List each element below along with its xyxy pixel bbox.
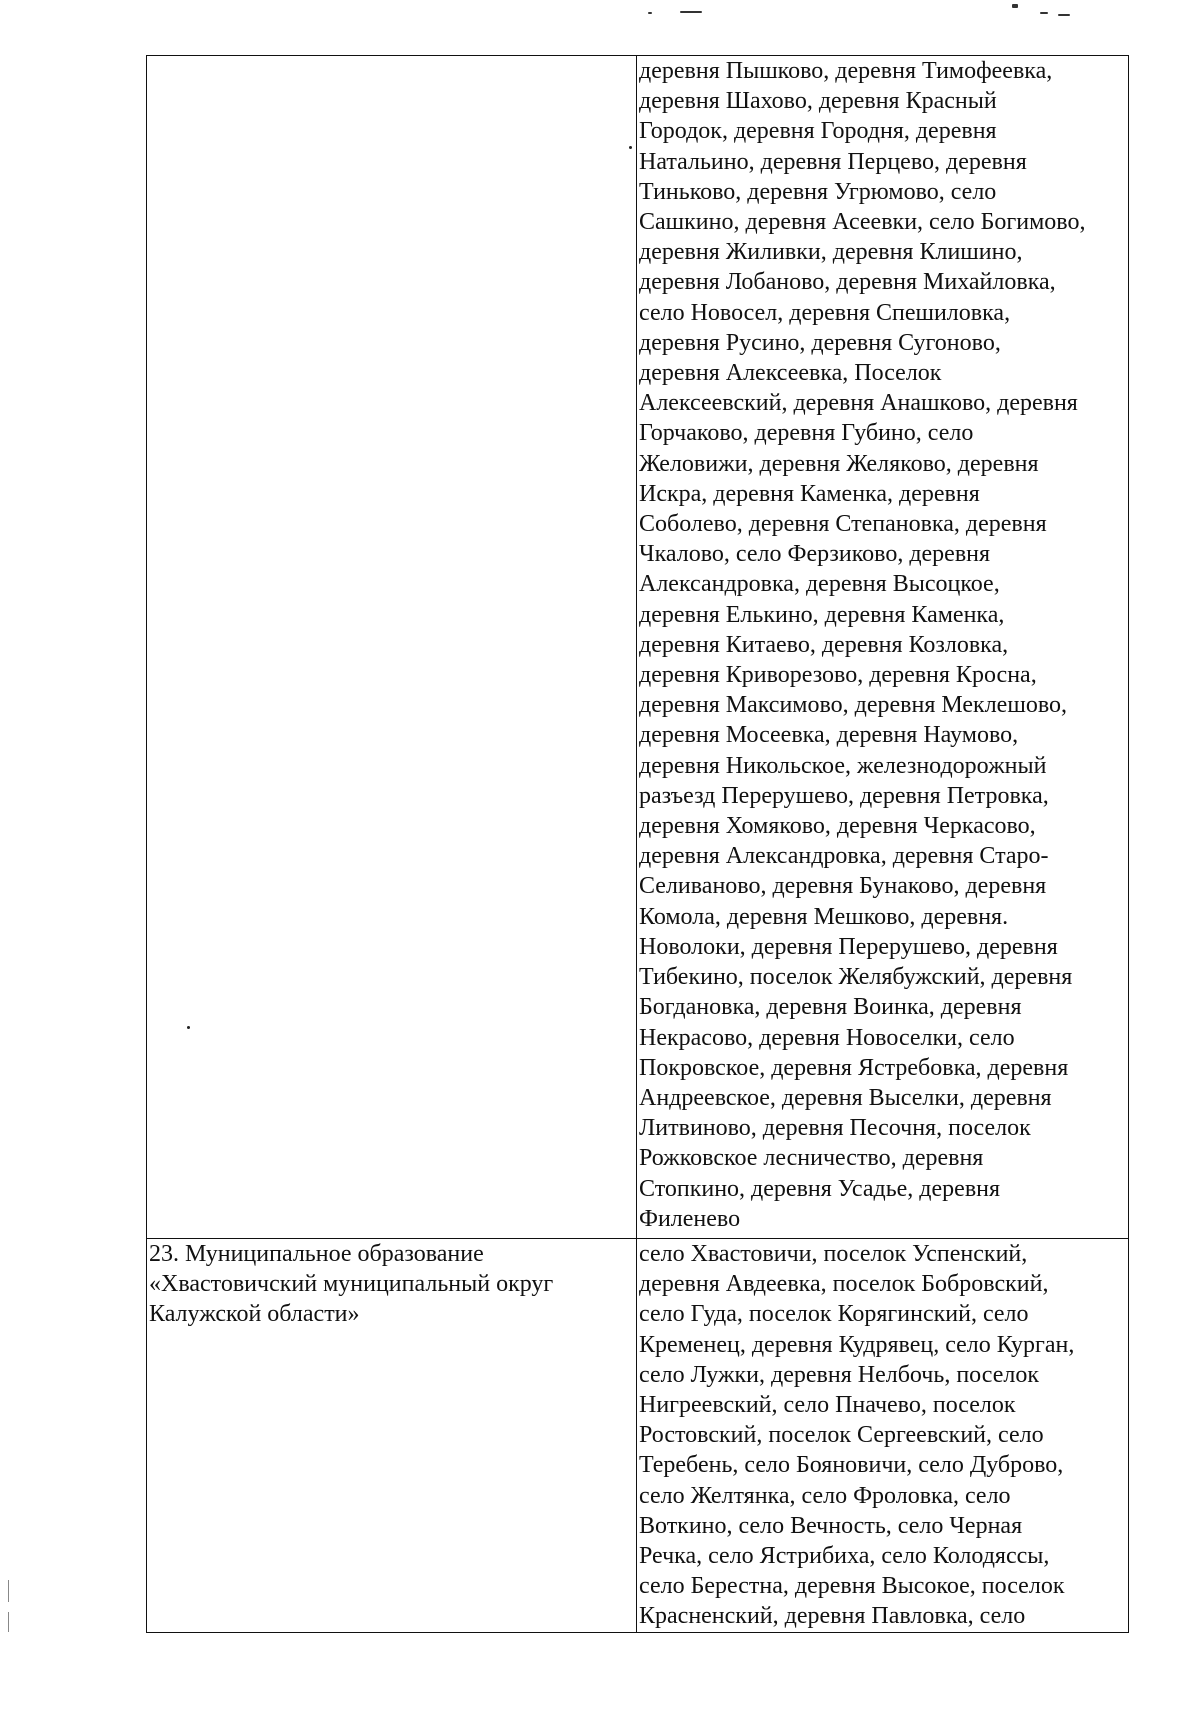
scan-artifact-top-5 xyxy=(1058,14,1070,16)
settlement-list-line: деревня Криворезово, деревня Кросна, xyxy=(639,662,1037,689)
settlement-list-line: Селиваново, деревня Бунаково, деревня xyxy=(639,873,1047,900)
settlements-cell xyxy=(637,56,1129,1239)
settlement-list-line: село Берестна, деревня Высокое, поселок xyxy=(639,1573,1065,1600)
settlement-list-line: Нигреевский, село Пначево, поселок xyxy=(639,1392,1016,1419)
scan-artifact-top-2 xyxy=(680,11,702,13)
margin-tick-1 xyxy=(8,1580,9,1602)
municipality-cell xyxy=(147,1239,637,1633)
settlement-list-line: Соболево, деревня Степановка, деревня xyxy=(639,511,1047,538)
settlement-list-line: деревня Жиливки, деревня Клишино, xyxy=(639,239,1023,266)
settlement-list-line: деревня Мосеевка, деревня Наумово, xyxy=(639,722,1019,749)
settlement-list-line: Некрасово, деревня Новоселки, село xyxy=(639,1024,1015,1051)
settlement-list-line: Новолоки, деревня Перерушево, деревня xyxy=(639,933,1058,960)
settlement-list-line: Тиньково, деревня Угрюмово, село xyxy=(639,178,997,205)
settlement-list-line: Богдановка, деревня Воинка, деревня xyxy=(639,994,1022,1021)
settlement-list-line: село Лужки, деревня Нелбочь, поселок xyxy=(639,1361,1039,1388)
municipality-name-line: 23. Муниципальное образование xyxy=(149,1241,484,1267)
settlement-list-line: Искра, деревня Каменка, деревня xyxy=(639,480,980,507)
settlement-list-line: деревня Пышково, деревня Тимофеевка, xyxy=(639,58,1053,84)
settlement-list-line: деревня Лобаново, деревня Михайловка, xyxy=(639,269,1056,296)
settlement-list-line: Городок, деревня Городня, деревня xyxy=(639,118,997,145)
scan-artifact-top-1 xyxy=(648,12,652,14)
settlement-list-line: Тибекино, поселок Желябужский, деревня xyxy=(639,964,1073,991)
settlement-list-line: Кременец, деревня Кудрявец, село Курган, xyxy=(639,1331,1075,1358)
settlement-list-line: деревня Китаево, деревня Козловка, xyxy=(639,631,1009,658)
settlement-list-line: Желовижи, деревня Желяково, деревня xyxy=(639,450,1039,477)
settlement-list-line: Речка, село Ястрибиха, село Колодяссы, xyxy=(639,1543,1050,1570)
settlement-list-line: разъезд Перерушево, деревня Петровка, xyxy=(639,782,1049,809)
settlement-list-line: Литвиново, деревня Песочня, поселок xyxy=(639,1115,1031,1142)
settlement-list-line: Горчаково, деревня Губино, село xyxy=(639,420,974,447)
settlement-list-line: деревня Никольское, железнодорожный xyxy=(639,752,1047,779)
settlement-list-line: деревня Хомяково, деревня Черкасово, xyxy=(639,813,1036,840)
settlement-list-line: Рожковское лесничество, деревня xyxy=(639,1145,984,1172)
municipality-name-line: Калужской области» xyxy=(149,1301,360,1328)
settlement-list-line: Алексеевский, деревня Анашково, деревня xyxy=(639,390,1078,417)
settlement-list-line: деревня Максимово, деревня Меклешово, xyxy=(639,692,1067,719)
settlement-list-line: деревня Русино, деревня Сугоново, xyxy=(639,329,1001,356)
settlement-list-line: Красненский, деревня Павловка, село xyxy=(639,1603,1026,1630)
settlement-list-line: деревня Алексеевка, Поселок xyxy=(639,360,942,387)
settlement-list-line: село Желтянка, село Фроловка, село xyxy=(639,1482,1011,1509)
municipality-name-line: «Хвастовичский муниципальный округ xyxy=(149,1271,554,1298)
settlement-list-line: село Хвастовичи, поселок Успенский, xyxy=(639,1241,1028,1267)
settlement-list-line: деревня Елькино, деревня Каменка, xyxy=(639,601,1005,628)
settlement-list-line: Натальино, деревня Перцево, деревня xyxy=(639,148,1027,175)
scan-artifact-top-3 xyxy=(1012,4,1018,8)
settlement-list-line: деревня Авдеевка, поселок Бобровский, xyxy=(639,1271,1049,1298)
settlement-list-line: село Новосел, деревня Спешиловка, xyxy=(639,299,1011,326)
settlement-list-line: село Гуда, поселок Корягинский, село xyxy=(639,1301,1029,1328)
table-row xyxy=(147,1239,1129,1633)
settlements-cell xyxy=(637,1239,1129,1633)
table-row xyxy=(147,56,1129,1239)
settlement-list-line: Андреевское, деревня Выселки, деревня xyxy=(639,1084,1052,1111)
settlement-list-line: Комола, деревня Мешково, деревня. xyxy=(639,903,1009,930)
settlement-list-line: Воткино, село Вечность, село Черная xyxy=(639,1512,1023,1539)
settlement-list-line: Покровское, деревня Ястребовка, деревня xyxy=(639,1054,1069,1081)
settlement-list-line: Стопкино, деревня Усадье, деревня xyxy=(639,1175,1001,1202)
settlement-list-line: Теребень, село Бояновичи, село Дуброво, xyxy=(639,1452,1064,1479)
settlements-table xyxy=(146,55,1129,1633)
settlement-list-line: Чкалово, село Ферзиково, деревня xyxy=(639,541,991,568)
scan-artifact-top-4 xyxy=(1040,12,1048,14)
margin-tick-2 xyxy=(8,1612,9,1632)
settlement-list-line: деревня Александровка, деревня Старо- xyxy=(639,843,1049,870)
settlement-list-line: Филенево xyxy=(639,1205,741,1232)
settlement-list-line: деревня Шахово, деревня Красный xyxy=(639,88,997,115)
settlement-list-line: Сашкино, деревня Асеевки, село Богимово, xyxy=(639,209,1086,236)
municipality-cell xyxy=(147,56,637,1239)
settlement-list-line: Ростовский, поселок Сергеевский, село xyxy=(639,1422,1044,1449)
settlement-list-line: Александровка, деревня Высоцкое, xyxy=(639,571,1000,598)
